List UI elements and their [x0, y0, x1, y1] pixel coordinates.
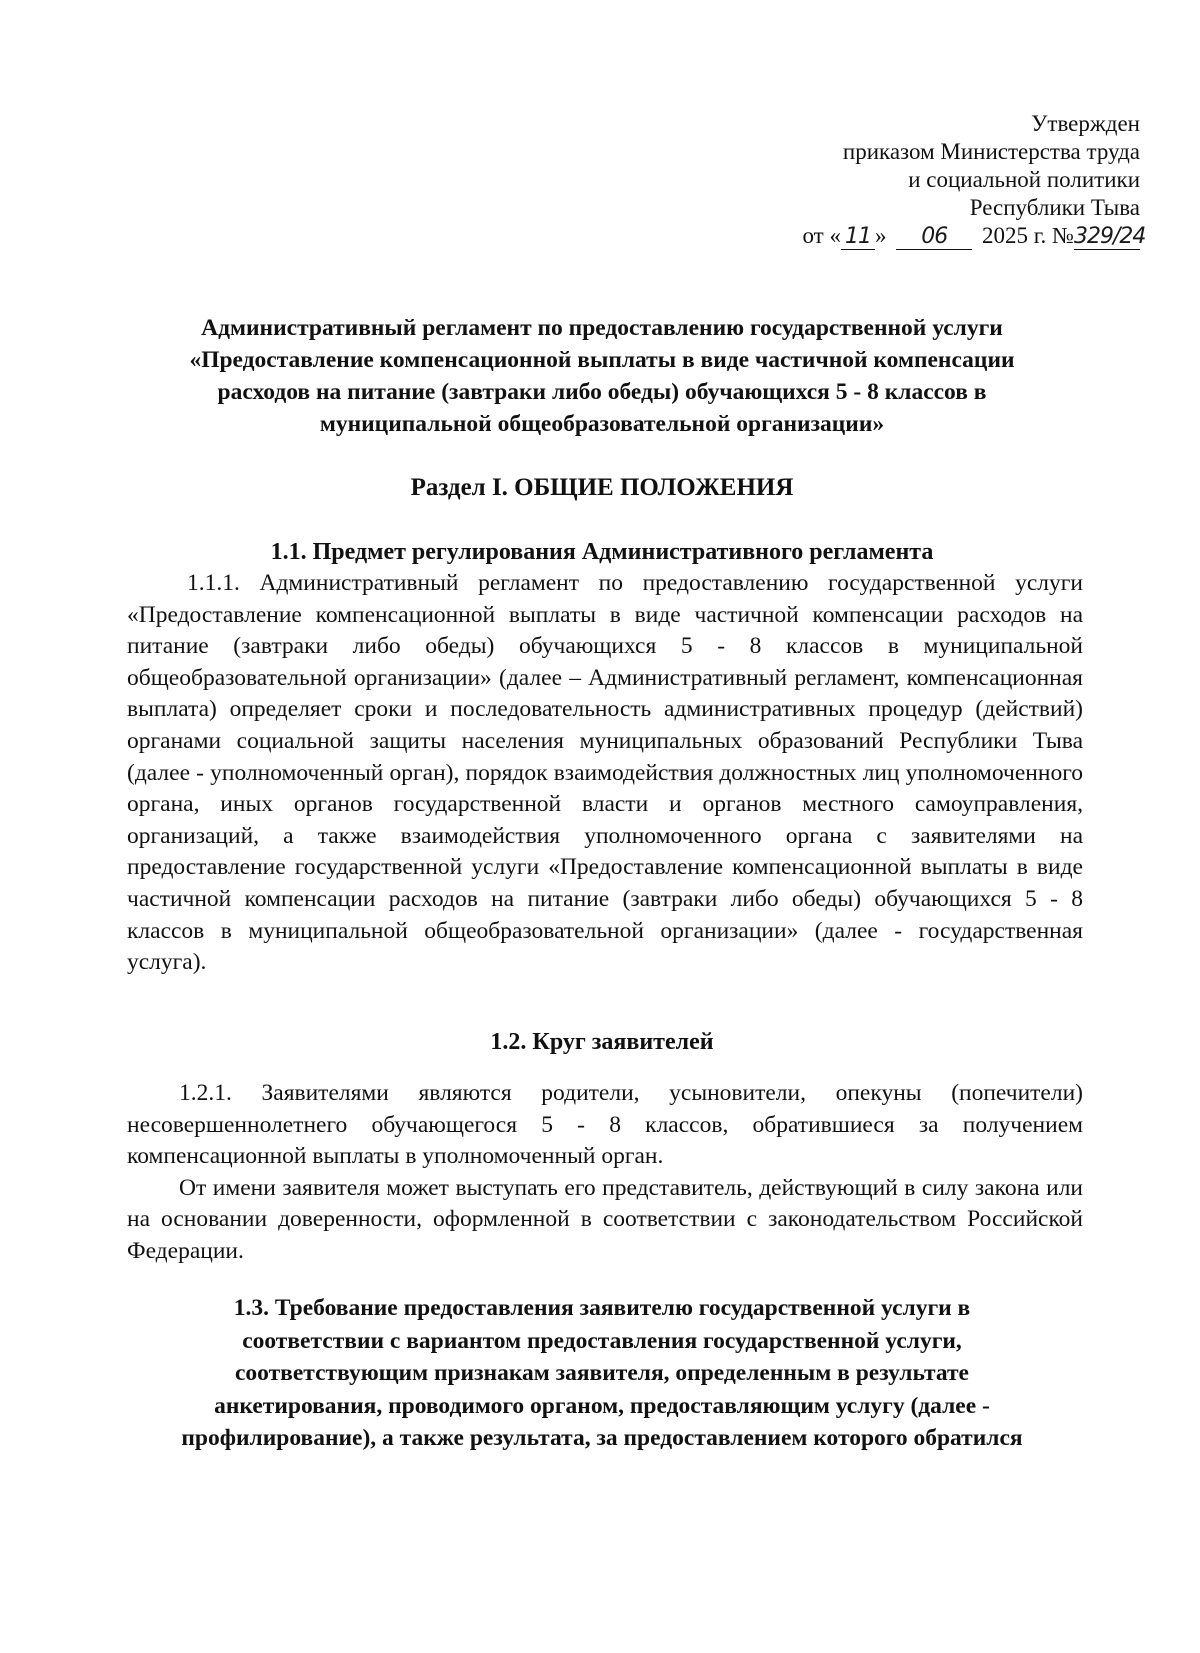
- approval-line: и социальной политики: [908, 167, 1140, 192]
- heading-line: соответствующим признакам заявителя, определенным в результате: [235, 1360, 969, 1386]
- approval-line: Утвержден: [1031, 111, 1140, 136]
- handwritten-day: 11: [841, 225, 875, 250]
- subsection-1-2-heading: 1.2. Круг заявителей: [490, 1029, 714, 1055]
- heading-line: профилирование), а также результата, за предоставлением которого обратился: [181, 1425, 1023, 1451]
- paragraph-representative: От имени заявителя может выступать его представитель, действующий в силу закона или на основании доверенности, оформленной в соответствии с законодательством Российской Федерации.: [127, 1174, 1083, 1264]
- handwritten-month: 06: [896, 225, 972, 250]
- title-line: муниципальной общеобразовательной организации»: [319, 411, 885, 437]
- date-prefix: от «: [802, 223, 841, 248]
- approval-stamp: [720, 110, 1146, 250]
- paragraph-1-1-1: 1.1.1. Административный регламент по предоставлению государственной услуги «Предоставление компенсационной выплаты в виде частичной компенсации расходов на питание (завтраки либо обеды) обучающихся 5 - 8 классов в муниципальной общеобразовательной организации» (далее – Административный регламент, компенсационная выплата) определяет сроки и последовательность административных процедур (действий) органами социальной защиты населения муниципальных образований Республики Тыва (далее - уполномоченный орган), порядок взаимодействия должностных лиц уполномоченного органа, иных органов государственной власти и органов местного самоуправления, организаций, а также взаимодействия уполномоченного органа с заявителями на предоставление государственной услуги «Предоставление компенсационной выплаты в виде частичной компенсации расходов на питание (завтраки либо обеды) обучающихся 5 - 8 классов в муниципальной общеобразовательной организации» (далее - государственная услуга).: [127, 570, 1083, 976]
- title-line: Административный регламент по предоставлению государственной услуги: [201, 315, 1003, 341]
- subsection-1-2-body: [127, 1078, 1083, 1268]
- approval-date-line: [720, 222, 1146, 250]
- heading-line: соответствии с вариантом предоставления государственной услуги,: [242, 1327, 962, 1354]
- handwritten-order-number: 329/24: [1074, 224, 1146, 249]
- date-mid: »: [874, 223, 887, 248]
- heading-line: анкетирования, проводимого органом, предоставляющим услугу (далее -: [214, 1392, 990, 1419]
- subsection-1-1-body: [127, 568, 1083, 979]
- subsection-1-1-heading: 1.1. Предмет регулирования Административного регламента: [270, 539, 934, 565]
- title-line: расходов на питание (завтраки либо обеды) обучающихся 5 - 8 классов в: [217, 379, 987, 405]
- document-title: [120, 312, 1084, 440]
- heading-line: 1.3. Требование предоставления заявителю государственной услуги в: [233, 1295, 971, 1321]
- approval-line: приказом Министерства труда: [842, 139, 1140, 164]
- section-heading: Раздел I. ОБЩИЕ ПОЛОЖЕНИЯ: [410, 474, 794, 501]
- date-year: 2025 г. №: [981, 223, 1074, 248]
- title-line: «Предоставление компенсационной выплаты в виде частичной компенсации: [189, 347, 1015, 373]
- approval-line: Республики Тыва: [969, 195, 1140, 220]
- paragraph-1-2-1: 1.2.1. Заявителями являются родители, усыновители, опекуны (попечители) несовершеннолетнего обучающегося 5 - 8 классов, обратившиеся за получением компенсационной выплаты в уполномоченный орган.: [127, 1080, 1083, 1170]
- subsection-1-3-heading: [120, 1292, 1084, 1455]
